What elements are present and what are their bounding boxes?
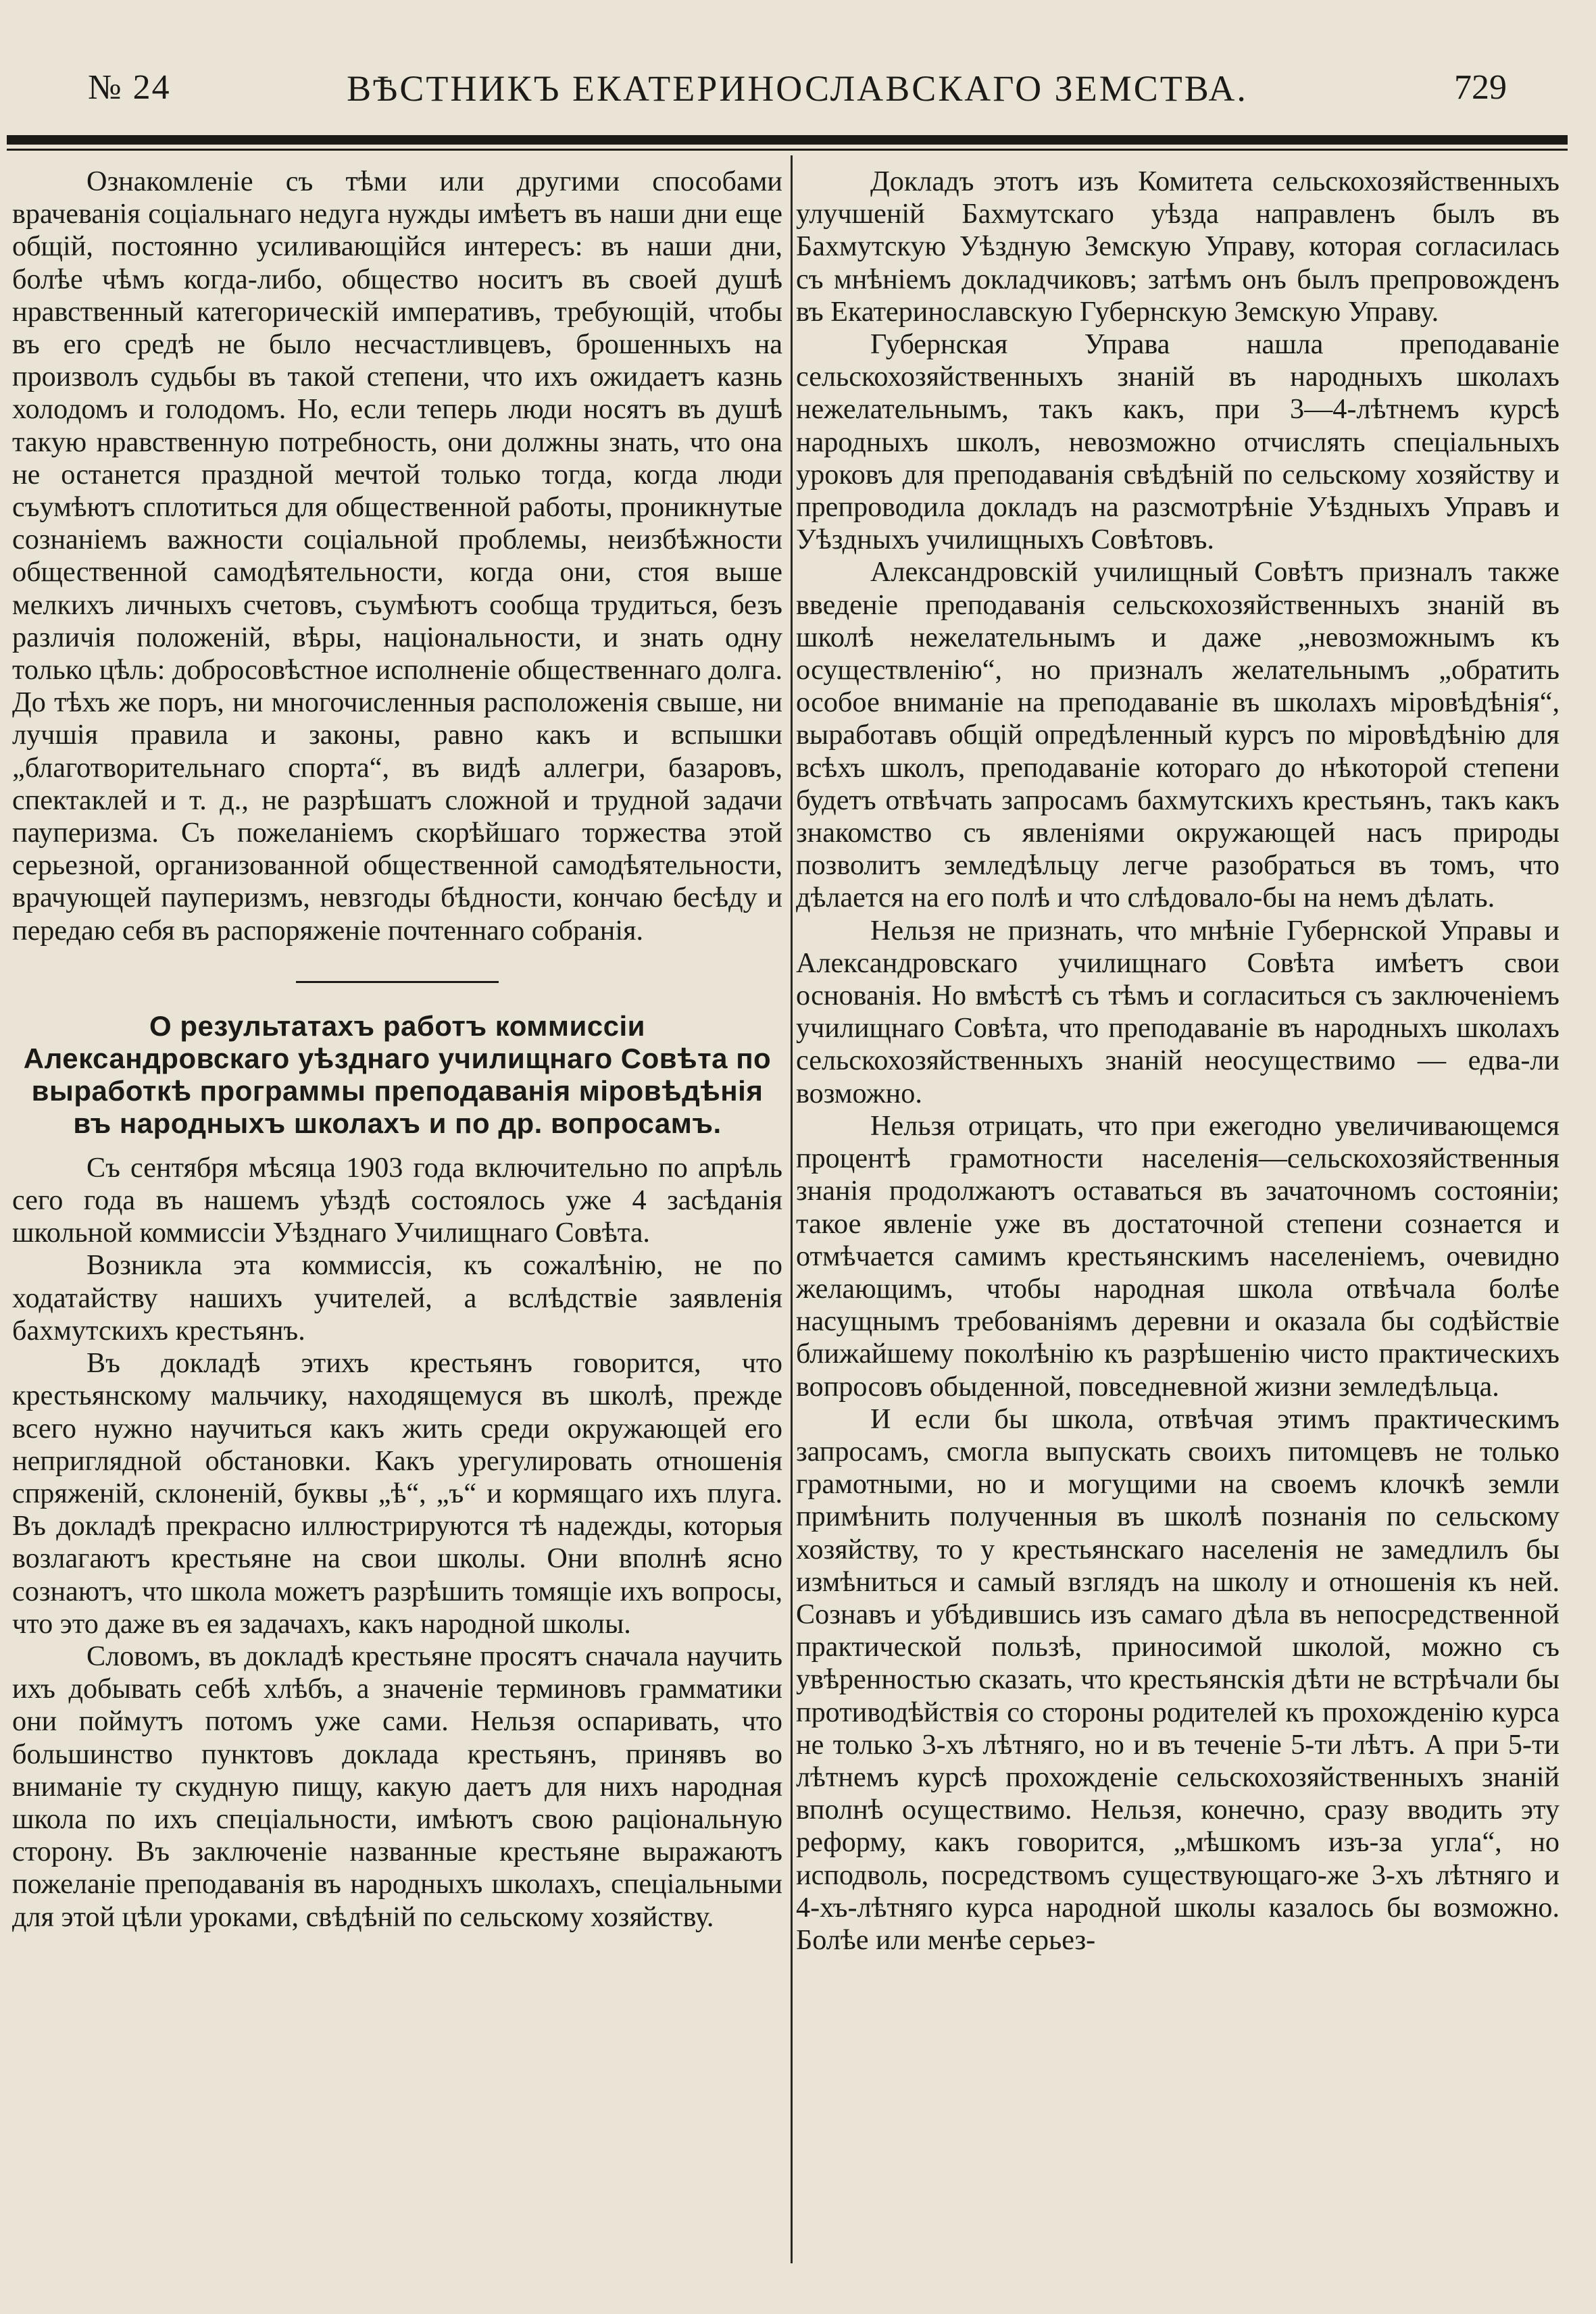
paragraph: Ознакомленіе съ тѣми или другими способами врачеванія соціальнаго недуга нужды имѣетъ въ наши дни еще общій, постоянно усиливающійся интересъ: въ наши дни, болѣе чѣмъ когда-либо, общество носитъ въ своей душѣ нравственный категорическій императивъ, требующій, чтобы въ его средѣ не было несчастливцевъ, брошенныхъ на произволъ судьбы въ такой степени, что ихъ ожидаетъ казнь холодомъ и голодомъ. Но, если теперь люди носятъ въ душѣ такую нравственную потребность, они должны знать, что она не останется праздной мечтой только тогда, когда люди съумѣютъ сплотиться для общественной работы, проникнутые сознаніемъ важности соціальной проблемы, неизбѣжности общественной самодѣятельности, когда они, стоя выше мелкихъ личныхъ счетовъ, съумѣютъ сообща трудиться, безъ различія положеній, вѣры, національности, и знать одну только цѣль: добросовѣстное исполненіе общественнаго долга. До тѣхъ же поръ, ни многочисленныя расположенія свыше, ни лучшія правила и законы, равно какъ и вспышки „благотворительнаго спорта“, въ видѣ аллегри, базаровъ, спектаклей и т. д., не разрѣшатъ сложной и трудной задачи пауперизма. Съ пожеланіемъ скорѣйшаго торжества этой серьезной, организованной общественной самодѣятельности, врачующей пауперизмъ, невзгоды бѣдности, кончаю бесѣду и передаю себя въ распоряженіе почтеннаго собранія.: [12, 166, 782, 947]
header-rule-thick: [7, 135, 1568, 145]
right-column: [796, 166, 1560, 1957]
left-column: [12, 166, 782, 1934]
paragraph: Въ докладѣ этихъ крестьянъ говорится, что крестьянскому мальчику, находящемуся въ школѣ, прежде всего нужно научиться какъ жить среди окружающей его неприглядной обстановки. Какъ урегулировать отношенія спряженій, склоненій, буквы „ѣ“, „ъ“ и кормящаго ихъ плуга. Въ докладѣ прекрасно иллюстрируются тѣ надежды, которыя возлагаютъ крестьяне на свои школы. Они вполнѣ ясно сознаютъ, что школа можетъ разрѣшить томящіе ихъ вопросы, что это даже въ ея задачахъ, какъ народной школы.: [12, 1347, 782, 1640]
column-divider: [791, 155, 793, 2263]
paragraph: Губернская Управа нашла преподаваніе сельскохозяйственныхъ знаній въ народныхъ школахъ нежелательнымъ, такъ какъ, при 3—4-лѣтнемъ курсѣ народныхъ школъ, невозможно отчислять спеціальныхъ уроковъ для преподаванія свѣдѣній по сельскому хозяйству и препроводила докладъ на разсмотрѣніе Уѣздныхъ Управъ и Уѣздныхъ училищныхъ Совѣтовъ.: [796, 328, 1560, 556]
article-title: О результатахъ работъ коммиссіи Александровскаго уѣзднаго училищнаго Совѣта по выработкѣ программы преподаванія міровѣдѣнія въ народныхъ школахъ и по др. вопросамъ.: [23, 1009, 772, 1139]
paragraph: Докладъ этотъ изъ Комитета сельскохозяйственныхъ улучшеній Бахмутскаго уѣзда направленъ былъ въ Бахмутскую Уѣздную Земскую Управу, которая согласилась съ мнѣніемъ докладчиковъ; затѣмъ онъ былъ препровожденъ въ Екатеринославскую Губернскую Земскую Управу.: [796, 166, 1560, 328]
paragraph: Съ сентября мѣсяца 1903 года включительно по апрѣль сего года въ нашемъ уѣздѣ состоялось уже 4 засѣданія школьной коммиссіи Уѣзднаго Училищнаго Совѣта.: [12, 1151, 782, 1249]
journal-title: ВѢСТНИКЪ ЕКАТЕРИНОСЛАВСКАГО ЗЕМСТВА.: [347, 68, 1248, 109]
section-divider: [296, 981, 499, 983]
paragraph: Александровскій училищный Совѣтъ призналъ также введеніе преподаванія сельскохозяйственныхъ знаній въ школѣ нежелательнымъ и даже „невозможнымъ къ осуществленію“, но призналъ желательнымъ „обратить особое вниманіе на преподаваніе въ школахъ міровѣдѣнія“, выработавъ общій опредѣленный курсъ по міровѣдѣнію для всѣхъ школъ, преподаваніе котораго до нѣкоторой степени будетъ отвѣчать запросамъ бахмутскихъ крестьянъ, такъ какъ знакомство съ явленіями окружающей насъ природы позволитъ земледѣльцу легче разобраться въ томъ, что дѣлается на его полѣ и что слѣдовало-бы на немъ дѣлать.: [796, 556, 1560, 914]
issue-number: № 24: [88, 68, 171, 107]
paragraph: Возникла эта коммиссія, къ сожалѣнію, не по ходатайству нашихъ учителей, а вслѣдствіе заявленія бахмутскихъ крестьянъ.: [12, 1249, 782, 1347]
paragraph: Нельзя отрицать, что при ежегодно увеличивающемся процентѣ грамотности населенія—сельскохозяйственныя знанія продолжаютъ оставаться въ зачаточномъ состояніи; такое явленіе уже въ достаточной степени сознается и отмѣчается самимъ крестьянскимъ населеніемъ, очевидно желающимъ, чтобы народная школа отвѣчала болѣе насущнымъ требованіямъ деревни и оказала бы содѣйствіе ближайшему поколѣнію къ разрѣшенію чисто практическихъ вопросовъ обыденной, повседневной жизни земледѣльца.: [796, 1109, 1560, 1403]
page-header: [88, 68, 1507, 122]
paragraph: И если бы школа, отвѣчая этимъ практическимъ запросамъ, смогла выпускать своихъ питомцевъ не только грамотными, но и могущими на своемъ клочкѣ земли примѣнить полученныя въ школѣ познанія по сельскому хозяйству, то у крестьянскаго населенія не замедлилъ бы измѣниться и самый взглядъ на школу и отношенія къ ней. Сознавъ и убѣдившись изъ самаго дѣла въ непосредственной практической пользѣ, приносимой школой, можно съ увѣренностью сказать, что крестьянскія дѣти не встрѣчали бы противодѣйствія со стороны родителей къ прохожденію курса не только 3-хъ лѣтняго, но и въ теченіе 5-ти лѣтъ. А при 5-ти лѣтнемъ курсѣ прохожденіе сельскохозяйственныхъ знаній вполнѣ осуществимо. Нельзя, конечно, сразу вводить эту реформу, какъ говорится, „мѣшкомъ изъ-за угла“, но исподволь, посредствомъ существующаго-же 3-хъ лѣтняго и 4-хъ-лѣтняго курса народной школы казалось бы возможно. Болѣе или менѣе серьез-: [796, 1403, 1560, 1956]
paragraph: Словомъ, въ докладѣ крестьяне просятъ сначала научить ихъ добывать себѣ хлѣбъ, а значеніе терминовъ грамматики они поймутъ потомъ уже сами. Нельзя оспаривать, что большинство пунктовъ доклада крестьянъ, принявъ во вниманіе ту скудную пищу, какую даетъ для нихъ народная школа по ихъ спеціальности, имѣютъ свою раціональную сторону. Въ заключеніе названные крестьяне выражаютъ пожеланіе преподаванія въ народныхъ школахъ, спеціальными для этой цѣли уроками, свѣдѣній по сельскому хозяйству.: [12, 1640, 782, 1933]
page-number: 729: [1454, 68, 1507, 107]
header-rule-thin: [7, 149, 1568, 151]
paragraph: Нельзя не признать, что мнѣніе Губернской Управы и Александровскаго училищнаго Совѣта имѣетъ свои основанія. Но вмѣстѣ съ тѣмъ и согласиться съ заключеніемъ училищнаго Совѣта, что преподаваніе въ народныхъ школахъ сельскохозяйственныхъ знаній неосуществимо — едва-ли возможно.: [796, 914, 1560, 1109]
